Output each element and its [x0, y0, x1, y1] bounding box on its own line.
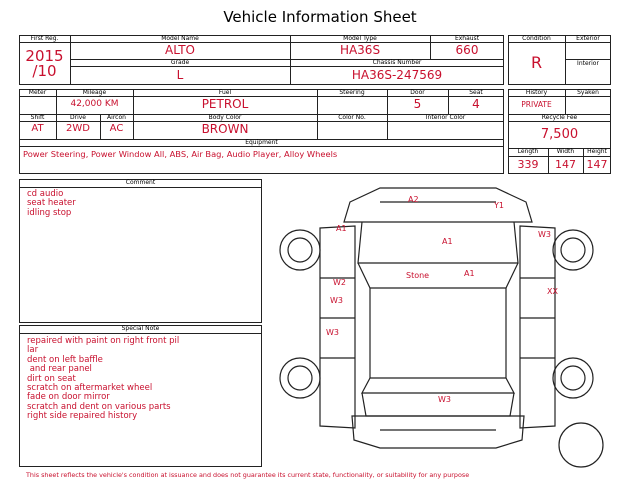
first-reg-year: 2015: [25, 47, 64, 65]
windshield: [358, 263, 518, 288]
width-label: Width: [556, 148, 575, 155]
comment-text: cd audio seat heater idling stop: [27, 189, 76, 218]
body-color-label: Body Color: [208, 114, 242, 121]
interior-color-label: Interior Color: [425, 114, 466, 121]
seat-value: 4: [472, 97, 480, 111]
damage-mark-w2: W2: [333, 278, 346, 287]
length-label: Length: [517, 148, 539, 155]
first-reg-label: First Reg.: [30, 35, 59, 42]
damage-mark-w3-rear: W3: [438, 395, 451, 404]
first-reg-month: /10: [32, 62, 57, 80]
mileage-value: 42,000 KM: [70, 99, 119, 109]
condition-value: R: [530, 53, 543, 72]
recycle-fee-value: 7,500: [540, 127, 579, 142]
length-value: 339: [517, 158, 539, 171]
damage-mark-a1-front-left: A1: [336, 224, 347, 233]
damage-mark-stone: Stone: [406, 271, 430, 280]
damage-mark-a1-hood: A1: [442, 237, 453, 246]
damage-mark-xx: XX: [547, 287, 558, 296]
history-label: History: [525, 89, 548, 96]
steering-label: Steering: [339, 89, 365, 96]
special-note-label: Special Note: [121, 325, 160, 332]
history-value: PRIVATE: [521, 100, 552, 109]
shift-label: Shift: [30, 114, 45, 121]
width-value: 147: [555, 158, 576, 171]
height-value: 147: [586, 158, 608, 171]
damage-mark-w3-left-rear-door: W3: [326, 328, 339, 337]
seat-label: Seat: [469, 89, 483, 96]
exterior-label: Exterior: [576, 35, 600, 42]
recycle-fee-label: Recycle Fee: [541, 114, 578, 121]
aircon-label: Aircon: [107, 114, 126, 121]
equipment-label: Equipment: [245, 139, 278, 146]
syaken-label: Syaken: [577, 89, 599, 96]
model-name-label: Model Name: [161, 35, 199, 42]
mileage-label: Mileage: [82, 89, 107, 96]
drive-label: Drive: [70, 114, 86, 121]
door-label: Door: [410, 89, 425, 96]
page-title: Vehicle Information Sheet: [223, 8, 417, 26]
spare-wheel: [559, 423, 603, 467]
wheel-rear-right: [553, 358, 593, 398]
rear-bumper: [352, 416, 524, 448]
shift-value: AT: [31, 123, 44, 134]
damage-mark-a2: A2: [408, 195, 419, 204]
damage-mark-w3-front-right: W3: [538, 230, 551, 239]
grade-label: Grade: [170, 59, 190, 66]
interior-label: Interior: [577, 60, 599, 67]
wheel-front-right: [553, 230, 593, 270]
door-value: 5: [413, 97, 422, 111]
exhaust-value: 660: [455, 43, 479, 57]
damage-mark-a1-windshield: A1: [464, 269, 475, 278]
rear-window: [362, 378, 514, 393]
meter-label: Meter: [28, 89, 47, 96]
drive-value: 2WD: [66, 123, 90, 134]
wheel-rear-left: [280, 358, 320, 398]
aircon-value: AC: [109, 123, 124, 134]
wheel-front-left: [280, 230, 320, 270]
special-note-text: repaired with paint on right front pil lar dent on left baffle and rear panel dirt on seat scratch on aftermarket wheel fade on door mirror scratch and dent on various parts right side repaired history: [27, 336, 180, 422]
damage-mark-w3-left-front-door: W3: [330, 296, 343, 305]
body-color-value: BROWN: [201, 122, 249, 136]
fuel-label: Fuel: [218, 89, 232, 96]
comment-label: Comment: [125, 179, 156, 186]
grade-value: L: [176, 68, 184, 82]
right-side-panel: [520, 226, 555, 428]
model-type-label: Model Type: [343, 35, 377, 42]
fuel-value: PETROL: [201, 97, 249, 111]
left-side-panel: [320, 226, 355, 428]
color-no-label: Color No.: [338, 114, 366, 121]
model-name: ALTO: [164, 43, 196, 57]
height-label: Height: [587, 148, 607, 155]
chassis-label: Chassis Number: [372, 59, 422, 66]
condition-label: Condition: [522, 35, 551, 42]
car-damage-diagram: [270, 178, 615, 473]
chassis-value: HA36S-247569: [351, 68, 443, 82]
exhaust-label: Exhaust: [454, 35, 480, 42]
model-type: HA36S: [339, 43, 381, 57]
hood: [358, 222, 518, 263]
roof: [370, 288, 506, 378]
disclaimer-footer: This sheet reflects the vehicle's condition at issuance and does not guarantee its current state, functionality, or suitability for any purpose: [26, 471, 470, 479]
damage-mark-y1: Y1: [494, 201, 504, 210]
equipment-value: Power Steering, Power Window All, ABS, Air Bag, Audio Player, Alloy Wheels: [23, 149, 338, 159]
